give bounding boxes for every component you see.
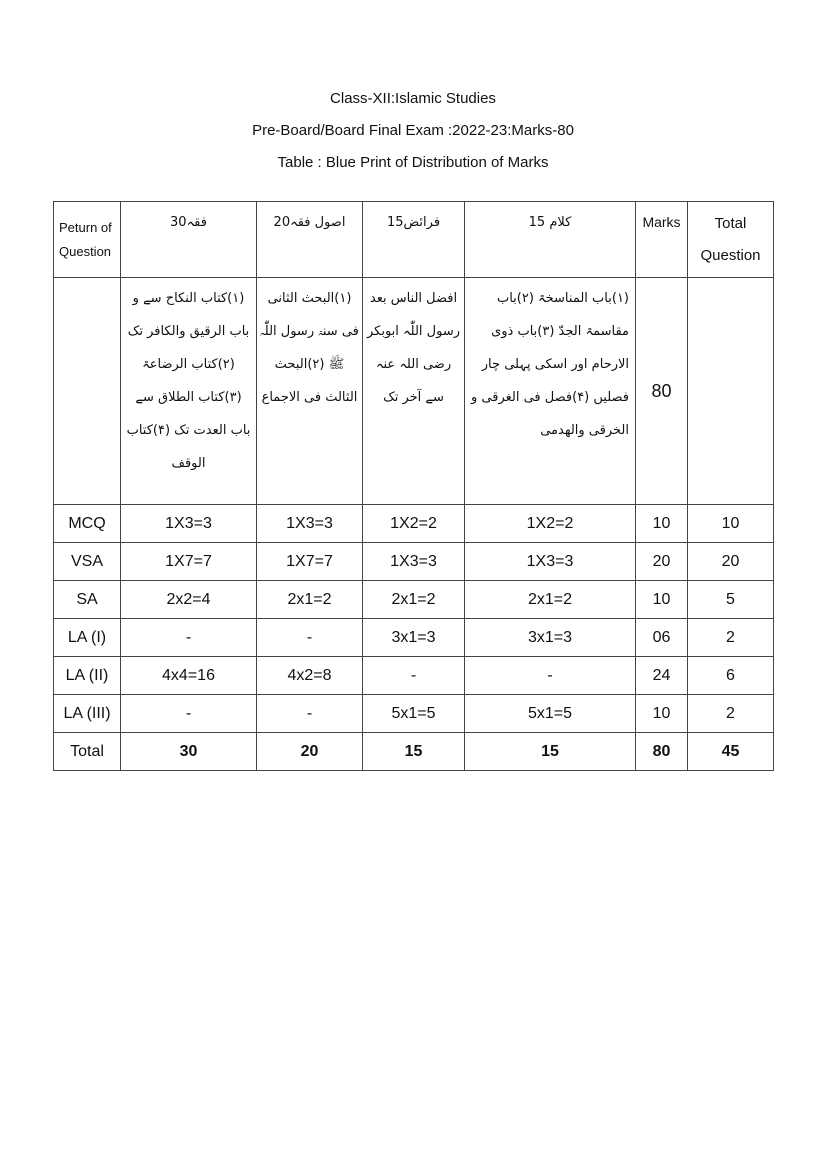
row-type: LA (III)	[54, 695, 121, 733]
header-row	[54, 202, 774, 278]
cell-kalam: 1X3=3	[465, 543, 636, 581]
table-row	[54, 543, 774, 581]
cell-total: 20	[688, 543, 774, 581]
table-row	[54, 619, 774, 657]
syllabus-usool: (۱)البحث الثانی فی سنۃ رسول اللّٰہ ﷺ (۲)البحث الثالث فی الاجماع	[257, 278, 363, 505]
row-type: MCQ	[54, 505, 121, 543]
cell-usool: -	[257, 695, 363, 733]
title-exam: Pre-Board/Board Final Exam :2022-23:Marks-80	[252, 122, 574, 139]
cell-total: 2	[688, 619, 774, 657]
cell-faraiz: 1X2=2	[363, 505, 465, 543]
cell-marks: 10	[636, 695, 688, 733]
table-row	[54, 505, 774, 543]
cell-total: 2	[688, 695, 774, 733]
cell-faraiz: -	[363, 657, 465, 695]
cell-marks: 10	[636, 581, 688, 619]
cell-kalam: 3x1=3	[465, 619, 636, 657]
cell-fiqh: 30	[121, 733, 257, 771]
row-type: LA (II)	[54, 657, 121, 695]
title-table: Table : Blue Print of Distribution of Marks	[277, 154, 549, 171]
cell-marks: 80	[636, 733, 688, 771]
syllabus-empty-cell	[54, 278, 121, 505]
cell-fiqh: -	[121, 695, 257, 733]
cell-faraiz: 1X3=3	[363, 543, 465, 581]
cell-usool: 1X7=7	[257, 543, 363, 581]
syllabus-kalam: (۱)باب المناسخۃ (۲)باب مقاسمۃ الجدّ (۳)باب ذوی الارحام اور اسکی پہلی چار فصلیں (۴)فصل فی الغرقی و الخرقی والھدمی	[465, 278, 636, 505]
cell-fiqh: 2x2=4	[121, 581, 257, 619]
cell-usool: 4x2=8	[257, 657, 363, 695]
syllabus-row	[54, 278, 774, 505]
cell-faraiz: 2x1=2	[363, 581, 465, 619]
cell-fiqh: -	[121, 619, 257, 657]
syllabus-faraiz: افضل الناس بعد رسول اللّٰہ ابوبکر رضی اللہ عنہ سے آخر تک	[363, 278, 465, 505]
cell-kalam: 1X2=2	[465, 505, 636, 543]
cell-fiqh: 1X7=7	[121, 543, 257, 581]
table-row	[54, 695, 774, 733]
cell-fiqh: 1X3=3	[121, 505, 257, 543]
header-faraiz: فرائض15	[363, 202, 465, 278]
cell-faraiz: 3x1=3	[363, 619, 465, 657]
header-marks: Marks	[636, 202, 688, 278]
cell-marks: 10	[636, 505, 688, 543]
cell-kalam: 2x1=2	[465, 581, 636, 619]
cell-usool: 2x1=2	[257, 581, 363, 619]
cell-usool: 1X3=3	[257, 505, 363, 543]
syllabus-marks: 80	[636, 278, 688, 505]
cell-kalam: 5x1=5	[465, 695, 636, 733]
cell-kalam: 15	[465, 733, 636, 771]
header-fiqh: فقہ30	[121, 202, 257, 278]
title-class: Class-XII:Islamic Studies	[330, 90, 496, 107]
blueprint-table	[53, 201, 774, 771]
cell-fiqh: 4x4=16	[121, 657, 257, 695]
cell-faraiz: 5x1=5	[363, 695, 465, 733]
cell-total: 45	[688, 733, 774, 771]
row-type: SA	[54, 581, 121, 619]
cell-marks: 24	[636, 657, 688, 695]
syllabus-total-empty	[688, 278, 774, 505]
total-row	[54, 733, 774, 771]
cell-marks: 20	[636, 543, 688, 581]
cell-total: 10	[688, 505, 774, 543]
cell-usool: -	[257, 619, 363, 657]
row-type: Total	[54, 733, 121, 771]
header-total-question: Total Question	[688, 202, 774, 278]
header-pattern: Peturn of Question	[54, 202, 121, 278]
row-type: LA (I)	[54, 619, 121, 657]
row-type: VSA	[54, 543, 121, 581]
header-usool: اصول فقہ20	[257, 202, 363, 278]
cell-total: 5	[688, 581, 774, 619]
cell-total: 6	[688, 657, 774, 695]
table-row	[54, 657, 774, 695]
cell-kalam: -	[465, 657, 636, 695]
cell-faraiz: 15	[363, 733, 465, 771]
table-row	[54, 581, 774, 619]
cell-usool: 20	[257, 733, 363, 771]
header-kalam: کلام 15	[465, 202, 636, 278]
cell-marks: 06	[636, 619, 688, 657]
syllabus-fiqh: (۱)کتاب النکاح سے و باب الرقیق والکافر تک (۲)کتاب الرضاعۃ (۳)کتاب الطلاق سے باب العدت تک (۴)کتاب الوقف	[121, 278, 257, 505]
